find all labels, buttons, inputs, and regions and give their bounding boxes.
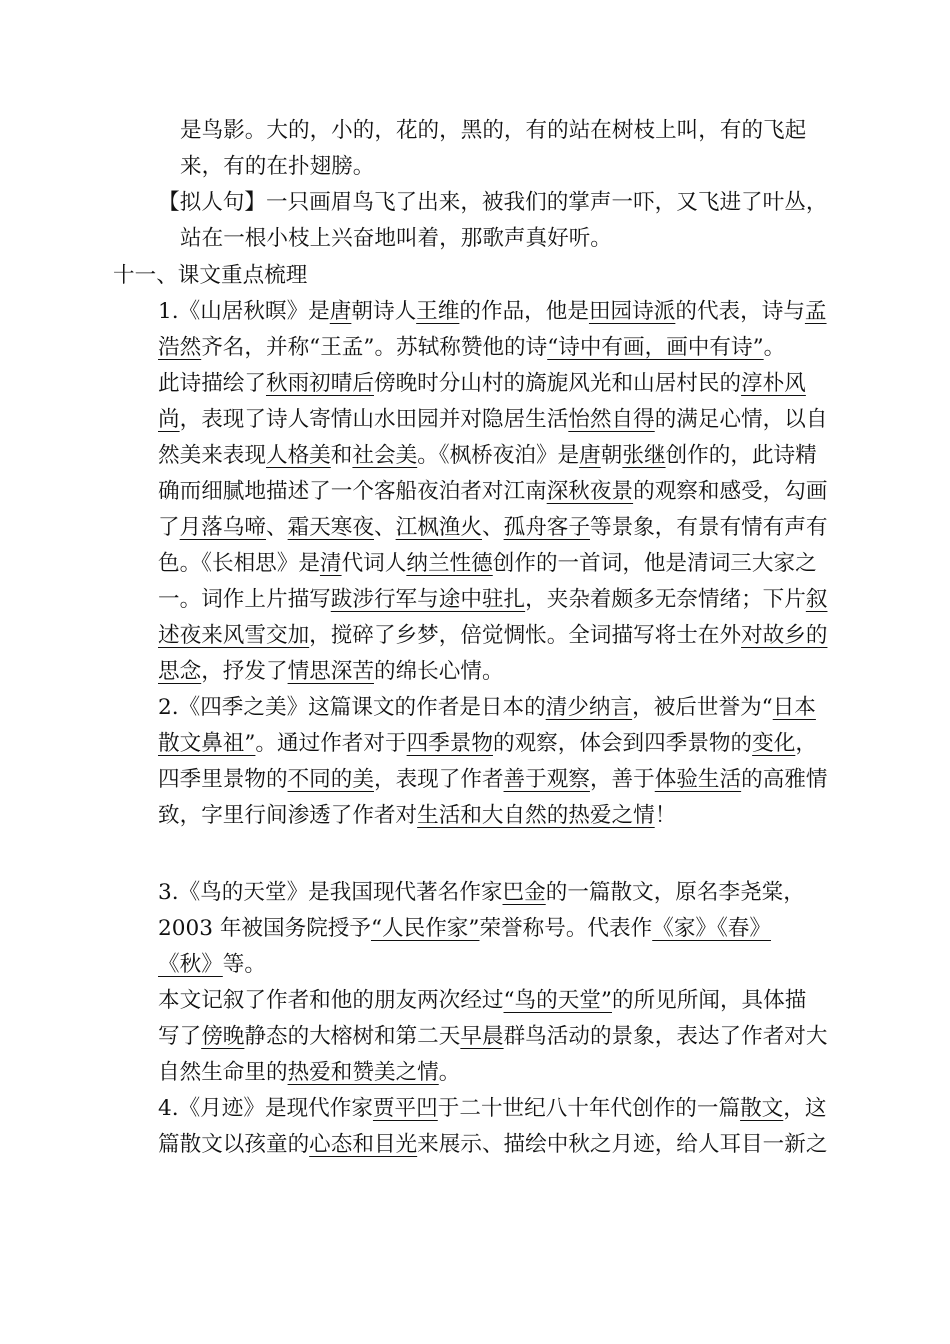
p3-line-3: 《秋》等。 [158,952,266,977]
p3-line-2: 2003 年被国务院授予“人民作家”荣誉称号。代表作《家》《春》 [158,916,771,941]
p1-line-4: 尚，表现了诗人寄情山水田园并对隐居生活怡然自得的满足心情，以自 [158,407,828,432]
section-title: 十一、课文重点梳理 [113,263,308,288]
p4-line-2: 篇散文以孩童的心态和目光来展示、描绘中秋之月迹，给人耳目一新之 [158,1132,828,1157]
p4-line-1: 4.《月迹》是现代作家贾平凹于二十世纪八十年代创作的一篇散文，这 [158,1096,827,1121]
p3-line-5: 写了傍晚静态的大榕树和第二天早晨群鸟活动的景象，表达了作者对大 [158,1024,828,1049]
p1-line-7: 了月落乌啼、霜天寒夜、江枫渔火、孤舟客子等景象，有景有情有声有 [158,515,828,540]
p1-line-10: 述夜来风雪交加，搅碎了乡梦，倍觉惆怅。全词描写将士在外对故乡的 [158,623,828,648]
personify-line-1: 【拟人句】一只画眉鸟飞了出来，被我们的掌声一吓，又飞进了叶丛， [158,190,828,215]
p1-line-1: 1.《山居秋暝》是唐朝诗人王维的作品，他是田园诗派的代表，诗与孟 [158,299,827,324]
p2-line-1: 2.《四季之美》这篇课文的作者是日本的清少纳言，被后世誉为“日本 [158,695,816,720]
p1-line-9: 一。词作上片描写跋涉行军与途中驻扎，夹杂着颇多无奈情绪；下片叙 [158,587,828,612]
p2-line-2: 散文鼻祖”。通过作者对于四季景物的观察，体会到四季景物的变化， [158,731,817,756]
p2-line-3: 四季里景物的不同的美，表现了作者善于观察，善于体验生活的高雅情 [158,767,828,792]
p2-line-4: 致，字里行间渗透了作者对生活和大自然的热爱之情！ [158,803,677,828]
p3-line-4: 本文记叙了作者和他的朋友两次经过“鸟的天堂”的所见所闻，具体描 [158,988,807,1013]
p1-line-8: 色。《长相思》是清代词人纳兰性德创作的一首词，他是清词三大家之 [158,551,817,576]
personify-label: 【拟人句】 [158,190,266,215]
p3-line-6: 自然生命里的热爱和赞美之情。 [158,1060,461,1085]
p3-line-1: 3.《鸟的天堂》是我国现代著名作家巴金的一篇散文，原名李尧棠， [158,880,805,905]
p1-line-6: 确而细腻地描述了一个客船夜泊者对江南深秋夜景的观察和感受，勾画 [158,479,828,504]
p1-line-5: 然美来表现人格美和社会美。《枫桥夜泊》是唐朝张继创作的，此诗精 [158,443,817,468]
intro-line-2: 来，有的在扑翅膀。 [180,154,375,179]
p1-line-11: 思念，抒发了情思深苦的绵长心情。 [158,659,504,684]
intro-line-1: 是鸟影。大的，小的，花的，黑的，有的站在树枝上叫，有的飞起 [180,118,807,143]
personify-line-2: 站在一根小枝上兴奋地叫着，那歌声真好听。 [180,226,612,251]
p1-line-3: 此诗描绘了秋雨初晴后傍晚时分山村的旖旎风光和山居村民的淳朴风 [158,371,806,396]
p1-line-2: 浩然齐名，并称“王孟”。苏轼称赞他的诗“诗中有画，画中有诗”。 [158,335,786,360]
